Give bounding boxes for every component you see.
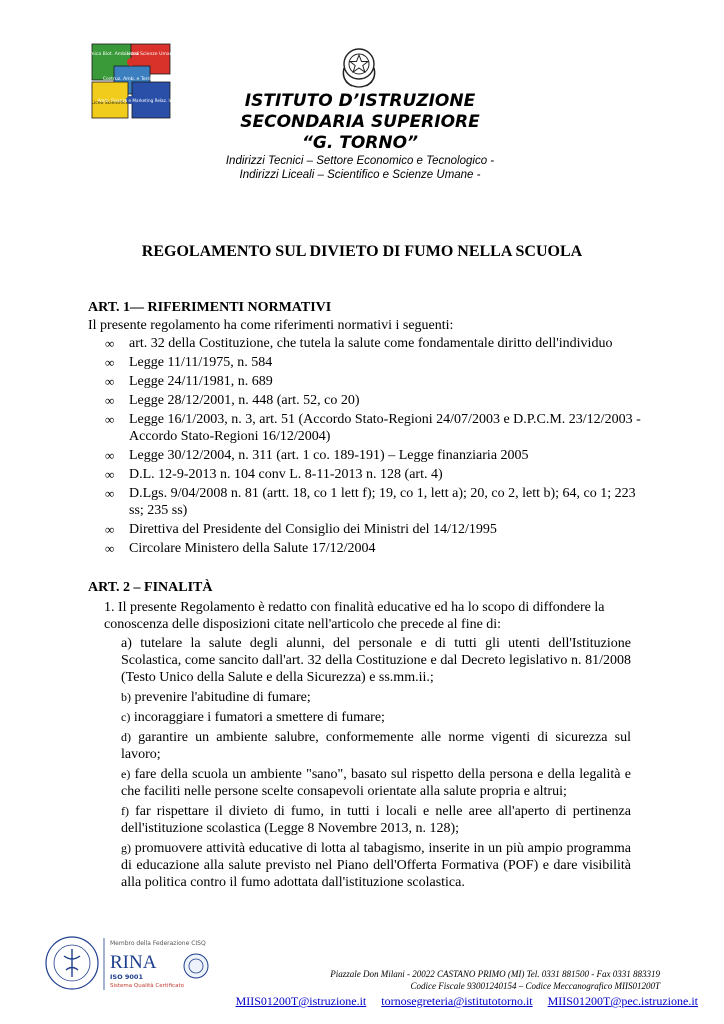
list-item: ∞ Legge 16/1/2003, n. 3, art. 51 (Accordo Stato-Regioni 24/07/2003 e D.P.C.M. 23/12/2003 - Accordo Stato-Regioni 16/12/2004) [105, 412, 641, 444]
infinity-bullet-icon: ∞ [105, 541, 115, 556]
list-item: ∞ D.Lgs. 9/04/2008 n. 81 (artt. 18, co 1 lett f); 19, co 1, lett a); 20, co 2, lett b); 64, co 1; 223 ss; 235 ss) [105, 486, 636, 518]
list-item: e) fare della scuola un ambiente "sano", basato sul rispetto della persona e della legalità e che faciliti nelle persone scelte consapevoli orientate alla salute propria e altrui; [121, 767, 631, 799]
infinity-bullet-icon: ∞ [105, 355, 115, 370]
list-item: ∞ art. 32 della Costituzione, che tutela la salute come fondamentale diritto dell'individuo [105, 336, 613, 351]
school-name-line-1: ISTITUTO D’ISTRUZIONE [244, 91, 476, 111]
indirizzi-tecnici: Indirizzi Tecnici – Settore Economico e Tecnologico - [225, 155, 495, 167]
list-item: b) prevenire l'abitudine di fumare; [121, 690, 311, 705]
art2-heading: ART. 2 – FINALITÀ [88, 580, 213, 595]
puzzle-logo-graphic [90, 42, 172, 120]
indirizzi-liceali: Indirizzi Liceali – Scientifico e Scienze Umane - [239, 169, 481, 181]
list-item: g) promuovere attività educative di lotta al tabagismo, inserite in un più ampio programma di educazione alla salute previsto nel Piano dell'Offerta Formativa (POF) e dare visibilità alla politica contro il fumo adottata dall'istituzione scolastica. [121, 841, 631, 890]
footer-codes: Codice Fiscale 93001240154 – Codice Meccanografico MIIS01200T [410, 981, 660, 991]
email-link-segreteria[interactable]: tornosegreteria@istitutotorno.it [381, 994, 533, 1008]
logo-label-costruzioni: Costruz. Amb. e Territorio [102, 77, 162, 82]
normative-references-list [105, 335, 645, 559]
list-item: c) incoraggiare i fumatori a smettere di fumare; [121, 710, 385, 725]
list-item: d) garantire un ambiente salubre, conformemente alle norme vigenti di sicurezza sul lavoro; [121, 730, 631, 762]
school-name-line-3: “G. TORNO” [301, 133, 419, 153]
art1-intro: Il presente regolamento ha come riferimenti normativi i seguenti: [88, 318, 454, 333]
list-item: a) tutelare la salute degli alunni, del personale e di tutti gli utenti dell'Istituzione Scolastica, come sancito dall'art. 32 della Costituzione e dal Decreto legislativo n. 81/2008 (Testo Unico della Salute e della Sicurezza) e ss.mm.ii.; [121, 636, 631, 685]
list-item: ∞ Legge 11/11/1975, n. 584 [105, 355, 273, 370]
list-item: ∞ Legge 28/12/2001, n. 448 (art. 52, co 20) [105, 393, 360, 408]
rina-certification-logo [44, 932, 214, 994]
infinity-bullet-icon: ∞ [105, 374, 115, 389]
infinity-bullet-icon: ∞ [105, 448, 115, 463]
art1-heading: ART. 1— RIFERIMENTI NORMATIVI [88, 300, 332, 315]
infinity-bullet-icon: ∞ [105, 467, 115, 482]
list-item: ∞ D.L. 12-9-2013 n. 104 conv L. 8-11-2013 n. 128 (art. 4) [105, 467, 443, 482]
list-item: ∞ Circolare Ministero della Salute 17/12/2004 [105, 541, 376, 556]
email-link-istruzione[interactable]: MIIS01200T@istruzione.it [235, 994, 367, 1008]
infinity-bullet-icon: ∞ [105, 336, 115, 351]
school-logo [90, 42, 172, 120]
footer-email-links [220, 994, 698, 1009]
school-name-line-2: SECONDARIA SUPERIORE [240, 112, 480, 132]
art2-intro: 1. Il presente Regolamento è redatto con finalità educative ed ha lo scopo di diffondere la conoscenza delle disposizioni citate nell'articolo che precede al fine di: [104, 600, 605, 632]
rina-federation-label: Membro della Federazione CISQ [110, 940, 206, 947]
document-title: REGOLAMENTO SUL DIVIETO DI FUMO NELLA SCUOLA [141, 243, 583, 260]
infinity-bullet-icon: ∞ [105, 522, 115, 537]
footer-address: Piazzale Don Milani - 20022 CASTANO PRIMO (MI) Tel. 0331 881500 - Fax 0331 883319 [330, 969, 660, 979]
rina-iso: ISO 9001 [110, 973, 143, 981]
italian-republic-emblem-icon [338, 42, 380, 92]
list-item: f) far rispettare il divieto di fumo, in tutti i locali e nelle aree all'aperto di pertinenza dell'istituzione scolastica (Legge 8 Novembre 2013, n. 128); [121, 804, 631, 836]
email-link-pec[interactable]: MIIS01200T@pec.istruzione.it [547, 994, 698, 1008]
art2-body [104, 599, 631, 894]
logo-label-afm: Amm. Finanza e Marketing Relaz. In [97, 98, 172, 103]
logo-label-scienze-umane: Liceo Scienze Umane [126, 52, 172, 57]
infinity-bullet-icon: ∞ [105, 412, 115, 427]
infinity-bullet-icon: ∞ [105, 486, 115, 501]
logo-label-scientifico: Liceo Scientifico [91, 101, 129, 106]
art2-goals-list [121, 635, 631, 891]
list-item: ∞ Direttiva del Presidente del Consiglio dei Ministri del 14/12/1995 [105, 522, 497, 537]
logo-label-chimica: mica Biot. Ambientali [90, 52, 140, 57]
list-item: ∞ Legge 30/12/2004, n. 311 (art. 1 co. 189-191) – Legge finanziaria 2005 [105, 448, 529, 463]
list-item: ∞ Legge 24/11/1981, n. 689 [105, 374, 273, 389]
infinity-bullet-icon: ∞ [105, 393, 115, 408]
rina-system: Sistema Qualità Certificato [110, 983, 184, 989]
rina-brand: RINA [110, 952, 157, 973]
